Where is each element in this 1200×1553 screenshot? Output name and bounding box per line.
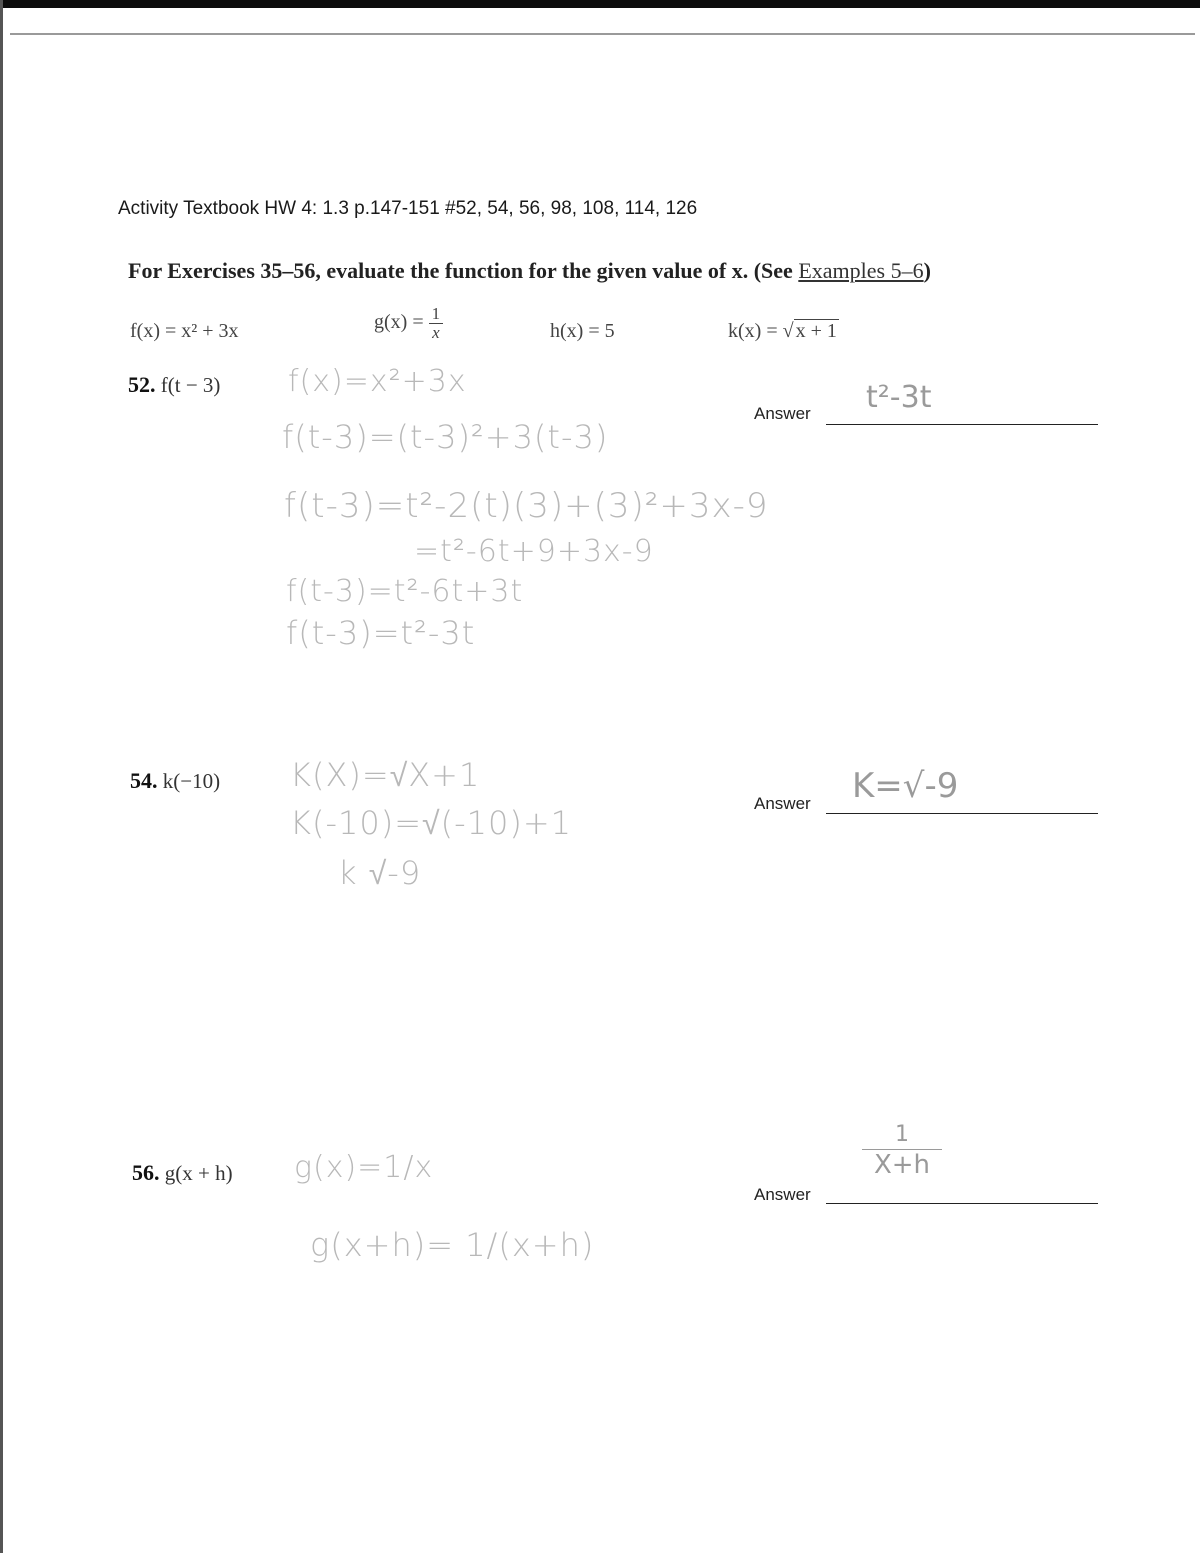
problem-52-work-line: f(t-3)=(t-3)²+3(t-3): [282, 418, 609, 456]
function-g-fraction: [429, 305, 444, 342]
problem-52-work-line: f(t-3)=t²-3t: [286, 614, 476, 652]
problem-54-work-line: K(X)=√X+1: [290, 756, 481, 794]
scan-border-left: [0, 0, 3, 1553]
problem-56-answer: [862, 1122, 942, 1180]
problem-56-number: 56.: [132, 1160, 160, 1185]
scan-border-top: [0, 0, 1200, 8]
scan-rule: [10, 33, 1195, 35]
problem-52-work-line: f(t-3)=t²-2(t)(3)+(3)²+3x-9: [284, 486, 769, 526]
problem-52-answer: t²-3t: [866, 380, 932, 415]
problem-52-expression: f(t − 3): [160, 373, 221, 397]
function-g-numerator: 1: [429, 305, 444, 324]
function-k-radicand: x + 1: [795, 320, 837, 342]
problem-54-answer-label: Answer: [754, 794, 811, 813]
function-f: f(x) = x² + 3x: [130, 320, 239, 342]
function-k-lhs: k(x) = √: [728, 320, 794, 342]
problem-54-number: 54.: [130, 768, 158, 793]
problem-56-work-line: g(x)=1/x: [294, 1150, 434, 1185]
instructions-text: For Exercises 35–56, evaluate the function for the given value of x. (See: [128, 258, 799, 283]
problem-56-work-line: g(x+h)= 1/(x+h): [310, 1226, 595, 1264]
function-g: [374, 305, 443, 342]
instructions-close: ): [923, 258, 931, 283]
problem-52-label: [128, 372, 220, 398]
problem-54-work-line: k √-9: [338, 854, 422, 892]
problem-56-answer-label: Answer: [754, 1185, 811, 1204]
problem-56-label: [132, 1160, 233, 1186]
problem-52-answer-line: [826, 424, 1098, 425]
problem-54-answer-line: [826, 813, 1098, 814]
problem-52-answer-label: Answer: [754, 404, 811, 423]
function-g-denominator: x: [432, 322, 440, 342]
problem-56-answer-numerator: 1: [862, 1122, 942, 1150]
problem-56-answer-line: [826, 1203, 1098, 1204]
problem-54-expression: k(−10): [162, 769, 221, 793]
exercise-instructions: [128, 258, 931, 284]
problem-52-work-line: f(x)=x²+3x: [288, 364, 467, 399]
function-k: [728, 320, 839, 343]
examples-link[interactable]: Examples 5–6: [798, 258, 924, 283]
assignment-title: Activity Textbook HW 4: 1.3 p.147-151 #52, 54, 56, 98, 108, 114, 126: [118, 198, 698, 219]
problem-56-answer-denominator: X+h: [873, 1150, 931, 1180]
problem-56-expression: g(x + h): [164, 1161, 233, 1185]
problem-52-work-line: =t²-6t+9+3x-9: [414, 534, 654, 569]
function-g-lhs: g(x) =: [374, 310, 424, 333]
problem-52-work-line: f(t-3)=t²-6t+3t: [286, 574, 524, 609]
function-h: h(x) = 5: [550, 320, 615, 342]
problem-54-work-line: K(-10)=√(-10)+1: [290, 804, 572, 842]
problem-52-number: 52.: [128, 372, 156, 397]
problem-54-answer: K=√-9: [852, 766, 959, 806]
problem-54-label: [130, 768, 220, 794]
